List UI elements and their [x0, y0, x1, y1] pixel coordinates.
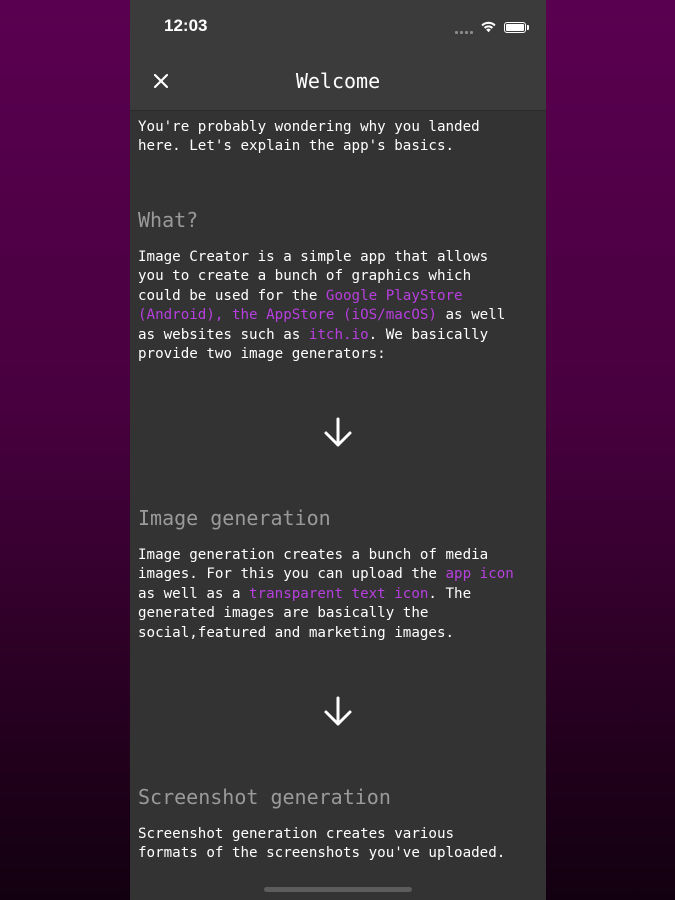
what-text [138, 248, 538, 364]
app-icon-link[interactable]: app icon [445, 566, 514, 583]
image-generation-text-part-3: . The generated images are basically the social,featured and marketing images. [138, 585, 472, 641]
status-bar [130, 0, 546, 54]
what-text-part-1: Image Creator is a simple app that allows you to create a bunch of graphics which could be used for the [138, 249, 489, 304]
arrow-down-icon [320, 694, 356, 730]
what-text-part-3: . We basically provide two image generators: [138, 326, 489, 363]
transparent-text-icon-link[interactable]: transparent text icon [249, 585, 429, 602]
intro-text: You're probably wondering why you landed here. Let's explain the app's basics. [138, 119, 480, 155]
itch-io-link[interactable]: itch.io [308, 326, 369, 343]
cellular-signal-icon [455, 22, 473, 34]
arrow-down-icon [320, 415, 356, 451]
status-time: 12:03 [164, 16, 208, 35]
wifi-icon [480, 18, 497, 37]
screenshot-generation-text: Screenshot generation creates various formats of the screenshots you've uploaded. [138, 826, 506, 862]
image-generation-text-part-2: as well as a [138, 585, 241, 602]
welcome-content [130, 111, 546, 900]
battery-icon [504, 22, 526, 33]
image-generation-text [138, 546, 538, 643]
status-icons [455, 18, 526, 37]
store-link[interactable]: Google PlayStore (Android), the AppStore (iOS/macOS) [138, 287, 463, 324]
image-generation-heading: Image generation [138, 506, 331, 530]
what-text-part-2: as well as websites such as [138, 307, 506, 343]
phone-screen [130, 0, 546, 900]
screenshot-generation-heading: Screenshot generation [138, 785, 391, 809]
app-bar [130, 54, 546, 111]
what-heading: What? [138, 208, 199, 232]
home-indicator[interactable] [264, 887, 412, 892]
image-generation-text-part-1: Image generation creates a bunch of media images. For this you can upload the [138, 547, 489, 583]
page-title: Welcome [295, 69, 381, 93]
